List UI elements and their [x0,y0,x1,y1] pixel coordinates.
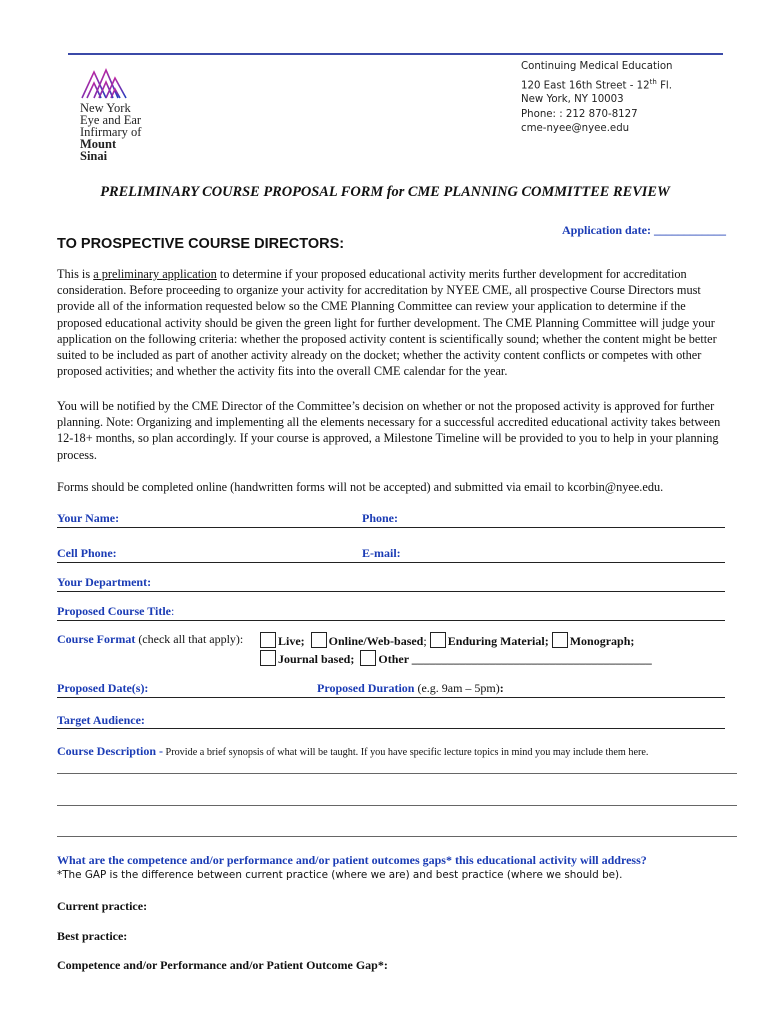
monograph-checkbox[interactable] [552,632,568,648]
header-rule [68,53,723,55]
online-checkbox[interactable] [311,632,327,648]
logo-line-3: Infirmary of [80,125,142,139]
format-options-row-2 [260,650,652,667]
other-label[interactable]: Other ________________________________________ [378,652,652,666]
address-city: New York, NY 10003 [521,94,624,106]
outcome-gap-label: Competence and/or Performance and/or Patient Outcome Gap*: [57,958,388,972]
journal-label: Journal based; [278,652,355,666]
address-email[interactable]: cme-nyee@nyee.edu [521,123,630,135]
cme-address-block [521,60,761,137]
description-line-3[interactable] [57,836,737,837]
live-checkbox[interactable] [260,632,276,648]
mount-sinai-mark-icon [80,66,128,100]
address-street: 120 East 16th Street - 12th Fl. [521,77,672,91]
gaps-question: What are the competence and/or performance and/or patient outcomes gaps* this educational activity will address? [57,853,647,867]
intro-paragraph: This is a preliminary application to determine if your proposed educational activity merits further development for accreditation consideration. Before proceeding to organize your activity for accreditation by NYEE CME, all prospective Course Directors must provide all of the information requested below so the CME Planning Committee can review your application to determine if the proposed educational activity should be given the green light for further development. The CME Planning Committee will judge your application on the following criteria: whether the proposed activity content is scientifically sound; whether the content might be better suited to be included as part of another activity already on the docket; whether the activity content conflicts or competes with other proposed activities; and whether the activity fits into the overall CME calendar for the year. [57,267,717,379]
enduring-checkbox[interactable] [430,632,446,648]
journal-checkbox[interactable] [260,650,276,666]
logo-line-4: Mount [80,137,117,151]
address-phone: Phone: : 212 870-8127 [521,108,638,120]
gaps-note: *The GAP is the difference between current practice (where we are) and best practice (where we should be). [57,869,623,881]
course-format-label: Course Format (check all that apply): [57,632,244,646]
department-label: Your Department: [57,575,152,589]
best-practice-label: Best practice: [57,929,128,943]
audience-input-line[interactable] [57,728,725,729]
current-practice-label: Current practice: [57,899,148,913]
your-name-label: Your Name: [57,511,120,525]
cell-phone-label: Cell Phone: [57,546,117,560]
phone-label: Phone: [362,511,398,525]
logo-line-2: Eye and Ear [80,113,142,127]
description-line-1[interactable] [57,773,737,774]
dates-duration-input-line[interactable] [57,697,725,698]
description-line-2[interactable] [57,805,737,806]
email-label: E-mail: [362,546,401,560]
nyee-logo [80,66,170,162]
submission-paragraph: Forms should be completed online (handwritten forms will not be accepted) and submitted via email to kcorbin@nyee.edu. [57,480,664,494]
section-heading: TO PROSPECTIVE COURSE DIRECTORS: [57,236,345,252]
cell-email-input-line[interactable] [57,562,725,563]
form-title: PRELIMINARY COURSE PROPOSAL FORM for CME PLANNING COMMITTEE REVIEW [100,184,670,200]
department-input-line[interactable] [57,591,725,592]
online-label: Online/Web-based [328,634,424,648]
enduring-label: Enduring Material; [447,634,549,648]
format-options-row-1: Live; Online/Web-based; Enduring Material; Monograph; [260,632,634,649]
course-title-label: Proposed Course Title: [57,604,175,618]
course-description-label: Course Description - Provide a brief synopsis of what will be taught. If you have specific lecture topics in mind you may include them here. [57,744,649,758]
monograph-label: Monograph; [569,634,635,648]
course-title-input-line[interactable] [57,620,725,621]
target-audience-label: Target Audience: [57,713,145,727]
proposed-duration-label: Proposed Duration (e.g. 9am – 5pm): [317,681,504,695]
address-dept: Continuing Medical Education [521,61,673,72]
name-phone-input-line[interactable] [57,527,725,528]
other-checkbox[interactable] [360,650,376,666]
live-label: Live; [278,634,305,648]
application-date-field[interactable]: Application date: ____________ [561,223,726,237]
notification-paragraph: You will be notified by the CME Director of the Committee’s decision on whether or not the proposed activity is approved for further planning. Note: Organizing and implementing all the elements necessary for a successful accredited educational activity takes between 12-18+ months, so plan accordingly. If your course is approved, a Milestone Timeline will be provided to you to help in your planning process. [57,399,721,462]
logo-line-5: Sinai [80,149,108,163]
logo-line-1: New York [80,101,131,115]
proposed-dates-label: Proposed Date(s): [57,681,149,695]
